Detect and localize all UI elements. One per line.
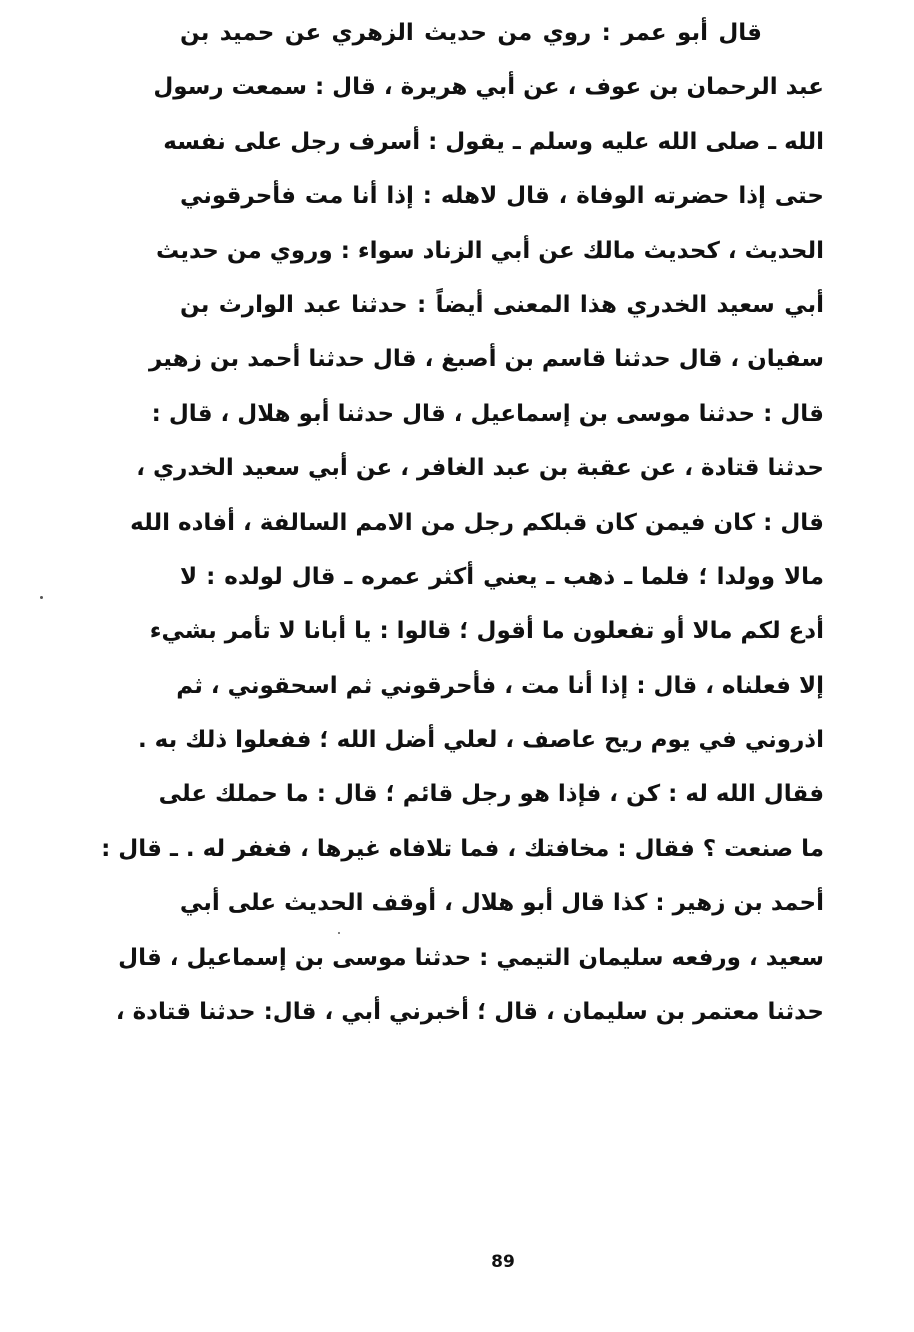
text-line: فقال الله له : كن ، فإذا هو رجل قائم ؛ قال : ما حملك على [158,781,824,808]
text-line: مالا وولدا ؛ فلما ـ ذهب ـ يعني أكثر عمره ـ قال لولده : لا [180,563,824,590]
page-number: 89 [491,1252,515,1272]
scan-speck [338,932,340,934]
body-text [101,6,824,1039]
text-line: أحمد بن زهير : كذا قال أبو هلال ، أوقف الحديث على أبي [179,890,824,917]
text-line: أبي سعيد الخدري هذا المعنى أيضاً : حدثنا عبد الوارث بن [180,291,824,318]
text-line: اذروني في يوم ريح عاصف ، لعلي أضل الله ؛ ففعلوا ذلك به . [137,727,824,754]
scan-speck [40,596,43,599]
text-line: حدثنا قتادة ، عن عقبة بن عبد الغافر ، عن أبي سعيد الخدري ، [136,455,824,482]
text-line: حتى إذا حضرته الوفاة ، قال لاهله : إذا أنا مت فأحرقوني [180,183,824,210]
text-line: سفيان ، قال حدثنا قاسم بن أصبغ ، قال حدثنا أحمد بن زهير [148,346,824,373]
text-line: إلا فعلناه ، قال : إذا أنا مت ، فأحرقوني ثم اسحقوني ، ثم [176,672,824,699]
text-line: قال : حدثنا موسى بن إسماعيل ، قال حدثنا أبو هلال ، قال : [151,400,824,427]
text-line: حدثنا معتمر بن سليمان ، قال ؛ أخبرني أبي ، قال: حدثنا قتادة ، [115,999,824,1026]
text-line: ما صنعت ؟ فقال : مخافتك ، فما تلافاه غيرها ، فغفر له . ـ قال : [101,835,824,862]
text-line: الله ـ صلى الله عليه وسلم ـ يقول : أسرف رجل على نفسه [163,128,824,155]
text-line: عبد الرحمان بن عوف ، عن أبي هريرة ، قال : سمعت رسول [153,74,824,101]
text-line: قال : كان فيمن كان قبلكم رجل من الامم السالفة ، أفاده الله [130,509,824,536]
text-line: الحديث ، كحديث مالك عن أبي الزناد سواء : وروي من حديث [155,237,824,264]
text-line: سعيد ، ورفعه سليمان التيمي : حدثنا موسى بن إسماعيل ، قال [118,944,824,971]
text-line: أدع لكم مالا أو تفعلون ما أقول ؛ قالوا : يا أبانا لا تأمر بشيء [149,618,824,645]
text-line: قال أبو عمر : روي من حديث الزهري عن حميد بن [180,20,762,46]
